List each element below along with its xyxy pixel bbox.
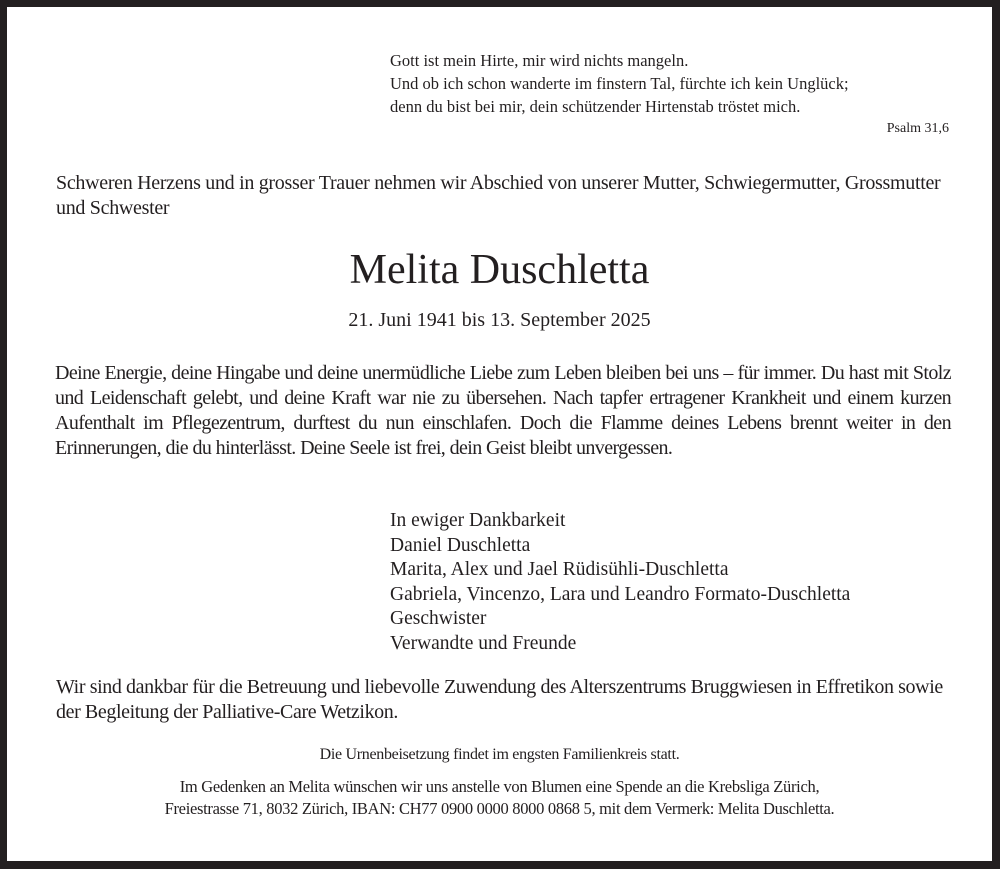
signatory-line: Verwandte und Freunde bbox=[390, 632, 577, 654]
verse-line: Und ob ich schon wanderte im finstern Tal, fürchte ich kein Unglück; bbox=[390, 74, 849, 93]
obituary-notice bbox=[7, 7, 992, 861]
psalm-verse bbox=[390, 49, 950, 140]
life-dates: 21. Juni 1941 bis 13. September 2025 bbox=[348, 309, 651, 331]
donation-note bbox=[7, 776, 992, 820]
donation-line: Im Gedenken an Melita wünschen wir uns anstelle von Blumen eine Spende an die Krebsliga Zürich, bbox=[179, 777, 820, 796]
verse-line: denn du bist bei mir, dein schützender Hirtenstab tröstet mich. bbox=[390, 97, 801, 116]
tribute-text: Deine Energie, deine Hingabe und deine unermüdliche Liebe zum Leben bleiben bei uns – für immer. Du hast mit Stolz und Leidenschaft gelebt, und deine Kraft war nie zu übersehen. Nach tapfer ertragener Krankheit und einem kurzen Aufenthalt im Pflegezentrum, durftest du nun einschlafen. Doch die Flamme deines Lebens brennt weiter in den Erinnerungen, die du hinterlässt. Deine Seele ist frei, dein Geist bleibt unvergessen. bbox=[55, 362, 951, 459]
burial-note: Die Urnenbeisetzung findet im engsten Familienkreis statt. bbox=[319, 746, 680, 763]
verse-line: Gott ist mein Hirte, mir wird nichts mangeln. bbox=[390, 51, 689, 70]
signatory-line: Gabriela, Vincenzo, Lara und Leandro Formato-Duschletta bbox=[390, 583, 851, 605]
intro-text: Schweren Herzens und in grosser Trauer nehmen wir Abschied von unserer Mutter, Schwiegermutter, Grossmutter und Schwester bbox=[56, 172, 941, 219]
deceased-name: Melita Duschletta bbox=[349, 247, 650, 293]
signatory-line: Marita, Alex und Jael Rüdisühli-Duschletta bbox=[390, 559, 729, 580]
donation-line: Freiestrasse 71, 8032 Zürich, IBAN: CH77 0900 0000 8000 0868 5, mit dem Vermerk: Melita Duschletta. bbox=[164, 799, 835, 818]
signatory-line: Geschwister bbox=[390, 608, 487, 629]
signatory-line: Daniel Duschletta bbox=[390, 534, 531, 556]
signatories bbox=[390, 509, 850, 656]
verse-source: Psalm 31,6 bbox=[886, 121, 949, 136]
signatory-line: In ewiger Dankbarkeit bbox=[390, 510, 566, 531]
thanks-text: Wir sind dankbar für die Betreuung und liebevolle Zuwendung des Alterszentrums Bruggwiesen in Effretikon sowie der Begleitung der Palliative-Care Wetzikon. bbox=[56, 676, 943, 723]
